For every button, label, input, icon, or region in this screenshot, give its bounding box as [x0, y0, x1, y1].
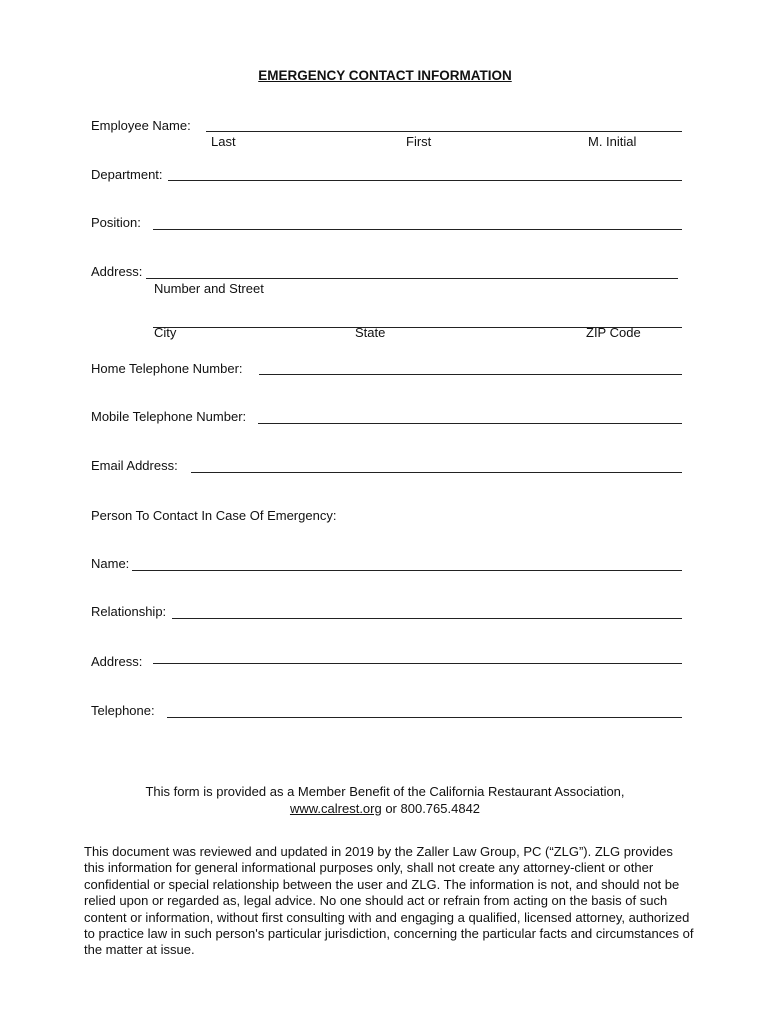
relationship-label: Relationship: — [91, 604, 167, 619]
employee-first-sublabel: First — [406, 134, 432, 149]
mobile-telephone-field[interactable] — [258, 423, 682, 424]
address-state-sublabel: State — [355, 325, 386, 340]
contact-info-line — [0, 801, 770, 817]
address-zip-sublabel: ZIP Code — [586, 325, 641, 340]
relationship-field[interactable] — [172, 618, 682, 619]
home-telephone-field[interactable] — [259, 374, 682, 375]
address-label: Address: — [91, 264, 143, 279]
address-street-sublabel: Number and Street — [154, 281, 264, 296]
address-city-sublabel: City — [154, 325, 177, 340]
department-field[interactable] — [168, 180, 682, 181]
employee-name-field[interactable] — [206, 131, 682, 132]
emergency-contact-heading: Person To Contact In Case Of Emergency: — [91, 508, 337, 523]
email-address-field[interactable] — [191, 472, 682, 473]
department-label: Department: — [91, 167, 163, 182]
form-title: EMERGENCY CONTACT INFORMATION — [258, 68, 512, 83]
employee-name-label: Employee Name: — [91, 118, 191, 133]
contact-address-field[interactable] — [153, 663, 682, 664]
phone-number: or 800.765.4842 — [381, 801, 481, 816]
contact-telephone-label: Telephone: — [91, 703, 155, 718]
mobile-telephone-label: Mobile Telephone Number: — [91, 409, 247, 424]
calrest-link[interactable]: www.calrest.org — [289, 801, 382, 816]
contact-telephone-field[interactable] — [167, 717, 682, 718]
legal-disclaimer: This document was reviewed and updated in 2019 by the Zaller Law Group, PC (“ZLG”). ZLG provides this information for general informational purposes only, shall not create any attorney-client or other confidential or special relationship between the user and ZLG. The information is not, and should not be relied upon or regarded as, legal advice. No one should act or refrain from acting on the basis of such content or information, without first consulting with and engaging a qualified, licensed attorney, authorized to practice law in such person's particular jurisdiction, concerning the particular facts and circumstances of the matter at issue. — [84, 844, 694, 958]
contact-name-field[interactable] — [132, 570, 682, 571]
position-label: Position: — [91, 215, 141, 230]
email-address-label: Email Address: — [91, 458, 178, 473]
member-benefit-note: This form is provided as a Member Benefit of the California Restaurant Association, — [145, 784, 625, 799]
employee-initial-sublabel: M. Initial — [588, 134, 637, 149]
home-telephone-label: Home Telephone Number: — [91, 361, 243, 376]
employee-last-sublabel: Last — [211, 134, 236, 149]
position-field[interactable] — [153, 229, 682, 230]
address-street-field[interactable] — [146, 278, 678, 279]
contact-address-label: Address: — [91, 654, 143, 669]
contact-name-label: Name: — [91, 556, 130, 571]
